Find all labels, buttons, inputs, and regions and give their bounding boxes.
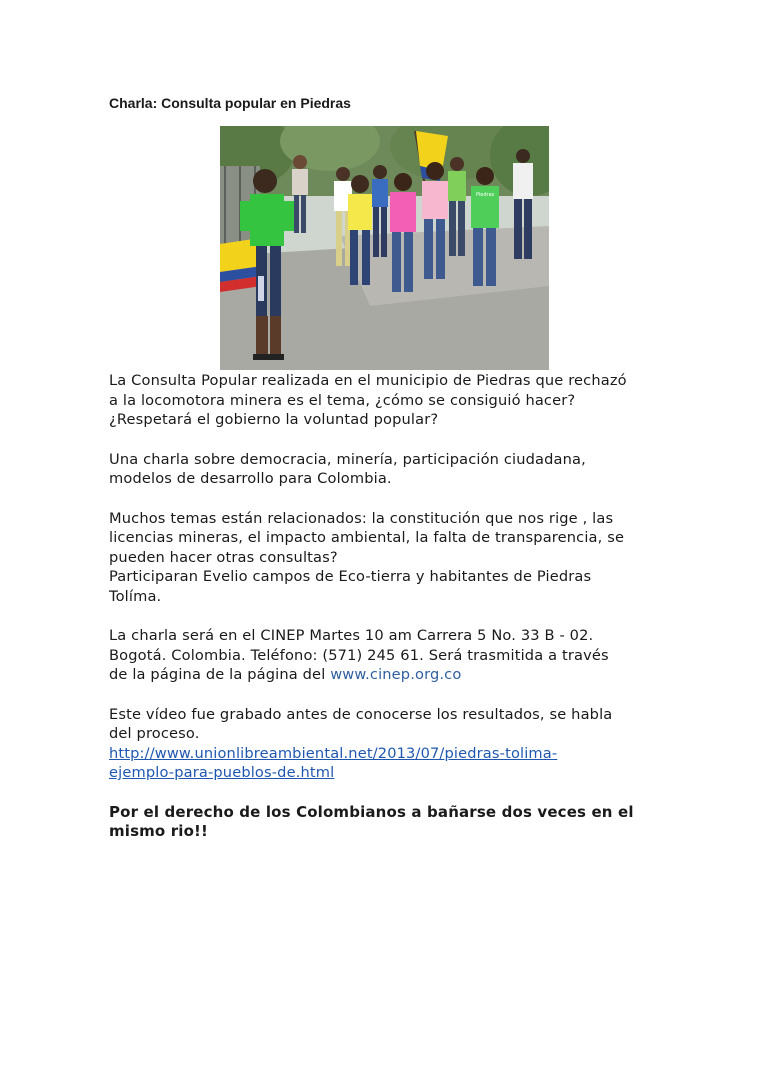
text-line: La charla será en el CINEP Martes 10 am Carrera 5 No. 33 B - 02. [109, 627, 594, 644]
paragraph-intro [109, 371, 669, 430]
text-line: La Consulta Popular realizada en el municipio de Piedras que rechazó [109, 372, 627, 389]
document-body [109, 371, 669, 862]
video-link[interactable]: http://www.unionlibreambiental.net/2013/07/piedras-tolima- [109, 744, 558, 762]
text-line: Una charla sobre democracia, minería, participación ciudadana, [109, 450, 586, 468]
text-line: modelos de desarrollo para Colombia. [109, 470, 392, 487]
text-fragment: de la página de la página del [109, 666, 331, 683]
svg-text:Piedras: Piedras [476, 192, 495, 198]
video-link-continued[interactable]: ejemplo-para-pueblos-de.html [109, 764, 335, 781]
document-title: Charla: Consulta popular en Piedras [109, 95, 351, 111]
text-line: a la locomotora minera es el tema, ¿cómo se consiguió hacer? [109, 391, 576, 409]
text-line: Muchos temas están relacionados: la constitución que nos rige , las [109, 509, 614, 527]
closing-statement [109, 803, 669, 842]
text-line: Tolíma. [109, 587, 162, 605]
text-line: Bogotá. Colombia. Teléfono: (571) 245 61. Será trasmitida a través [109, 646, 609, 664]
text-line: ¿Respetará el gobierno la voluntad popular? [109, 411, 439, 428]
text-line: pueden hacer otras consultas? [109, 548, 338, 566]
cinep-link[interactable]: www.cinep.org.co [330, 666, 462, 683]
text-line: Por el derecho de los Colombianos a bañarse dos veces en el [109, 802, 634, 821]
paragraph-location [109, 626, 669, 685]
text-line: del proceso. [109, 725, 200, 742]
text-line: Este vídeo fue grabado antes de conocerse los resultados, se habla [109, 705, 613, 723]
march-photo [220, 126, 549, 370]
paragraph-related [109, 509, 669, 607]
text-line [109, 665, 669, 685]
text-line: mismo rio!! [109, 822, 209, 840]
march-photo-illustration [220, 126, 549, 370]
paragraph-video [109, 705, 669, 783]
text-line: Participaran Evelio campos de Eco-tierra y habitantes de Piedras [109, 568, 592, 585]
text-line: licencias mineras, el impacto ambiental, la falta de transparencia, se [109, 529, 625, 546]
paragraph-topics [109, 450, 669, 489]
